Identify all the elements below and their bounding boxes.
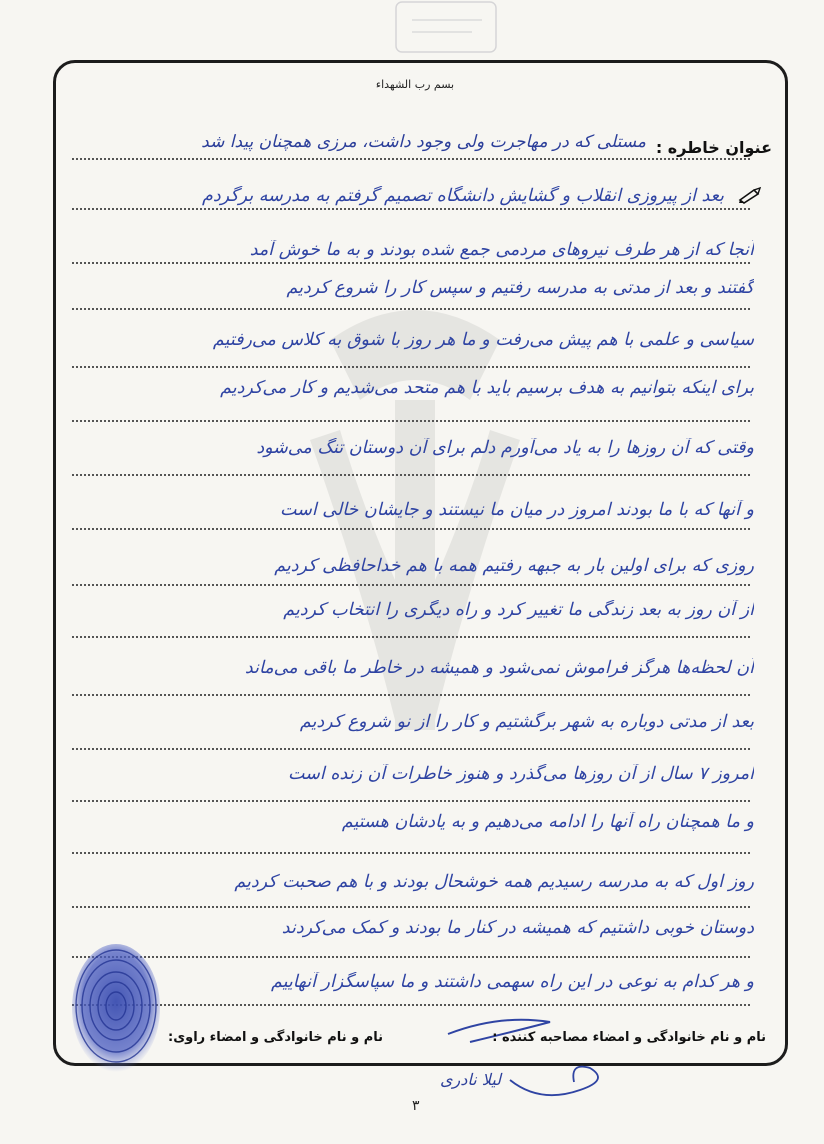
interviewer-handwritten-name: لیلا نادری — [440, 1070, 502, 1089]
handwriting-line: سیاسی و علمی با هم پیش می‌رفت و ما هر روز با شوق به کلاس می‌رفتیم — [212, 330, 754, 350]
faint-stamp — [392, 0, 502, 58]
handwriting-line: آنجا که از هر طرف نیروهای مردمی جمع شده بودند و به ما خوش آمد — [249, 240, 754, 260]
handwriting-line: بعد از مدتی دوباره به شهر برگشتیم و کار را از نو شروع کردیم — [299, 712, 754, 732]
handwriting-line: و ما همچنان راه آنها را ادامه می‌دهیم و به یادشان هستیم — [341, 812, 754, 832]
dotted-line — [72, 208, 750, 210]
dotted-line — [72, 956, 750, 958]
narrator-signature-label: نام و نام خانوادگی و امضاء راوی: — [168, 1030, 383, 1045]
dotted-line — [72, 528, 750, 530]
title-dotted-line — [72, 158, 750, 160]
dotted-line — [72, 584, 750, 586]
handwriting-line: وقتی که آن روزها را به یاد می‌آورم دلم برای آن دوستان تنگ می‌شود — [256, 438, 754, 458]
handwriting-line: گفتند و بعد از مدتی به مدرسه رفتیم و سپس کار را شروع کردیم — [286, 278, 754, 298]
memoir-title-label: عنوان خاطره : — [655, 138, 772, 157]
handwriting-line: بعد از پیروزی انقلاب و گشایش دانشگاه تصمیم گرفتم به مدرسه برگردم — [202, 186, 724, 206]
dotted-line — [72, 420, 750, 422]
dotted-line — [72, 852, 750, 854]
dotted-line — [72, 262, 750, 264]
dotted-line — [72, 906, 750, 908]
memoir-title-handwriting: مستلی که در مهاجرت ولی وجود داشت، مرزی همچنان پیدا شد — [201, 132, 646, 152]
handwriting-line: و آنها که با ما بودند امروز در میان ما نیستند و جایشان خالی است — [280, 500, 754, 520]
basmala-header: بسم رب الشهداء — [375, 78, 455, 91]
handwriting-line: از آن روز به بعد زندگی ما تغییر کرد و راه دیگری را انتخاب کردیم — [283, 600, 754, 620]
page-number: ۳ — [412, 1098, 420, 1114]
dotted-line — [72, 694, 750, 696]
handwriting-line: دوستان خوبی داشتیم که همیشه در کنار ما بودند و کمک می‌کردند — [281, 918, 754, 938]
dotted-line — [72, 366, 750, 368]
fingerprint-mark — [68, 940, 164, 1078]
dotted-line — [72, 748, 750, 750]
pen-hand-icon — [738, 186, 764, 204]
handwriting-line: امروز ۷ سال از آن روزها می‌گذرد و هنوز خاطرات آن زنده است — [288, 764, 754, 784]
handwriting-line: و هر کدام به نوعی در این راه سهمی داشتند و ما سپاسگزار آنهاییم — [271, 972, 754, 992]
dotted-line — [72, 1004, 750, 1006]
handwriting-line: روز اول که به مدرسه رسیدیم همه خوشحال بودند و با هم صحبت کردیم — [234, 872, 754, 892]
handwriting-line: آن لحظه‌ها هرگز فراموش نمی‌شود و همیشه در خاطر ما باقی می‌ماند — [244, 658, 754, 678]
handwriting-line: برای اینکه بتوانیم به هدف برسیم باید با هم متحد می‌شدیم و کار می‌کردیم — [220, 378, 754, 398]
dotted-line — [72, 474, 750, 476]
dotted-line — [72, 800, 750, 802]
handwriting-line: روزی که برای اولین بار به جبهه رفتیم همه با هم خداحافظی کردیم — [274, 556, 754, 576]
dotted-line — [72, 308, 750, 310]
handwritten-signature-curl — [500, 1060, 620, 1108]
interviewer-signature-label: نام و نام خانوادگی و امضاء مصاحبه کننده : — [492, 1030, 766, 1045]
dotted-line — [72, 636, 750, 638]
